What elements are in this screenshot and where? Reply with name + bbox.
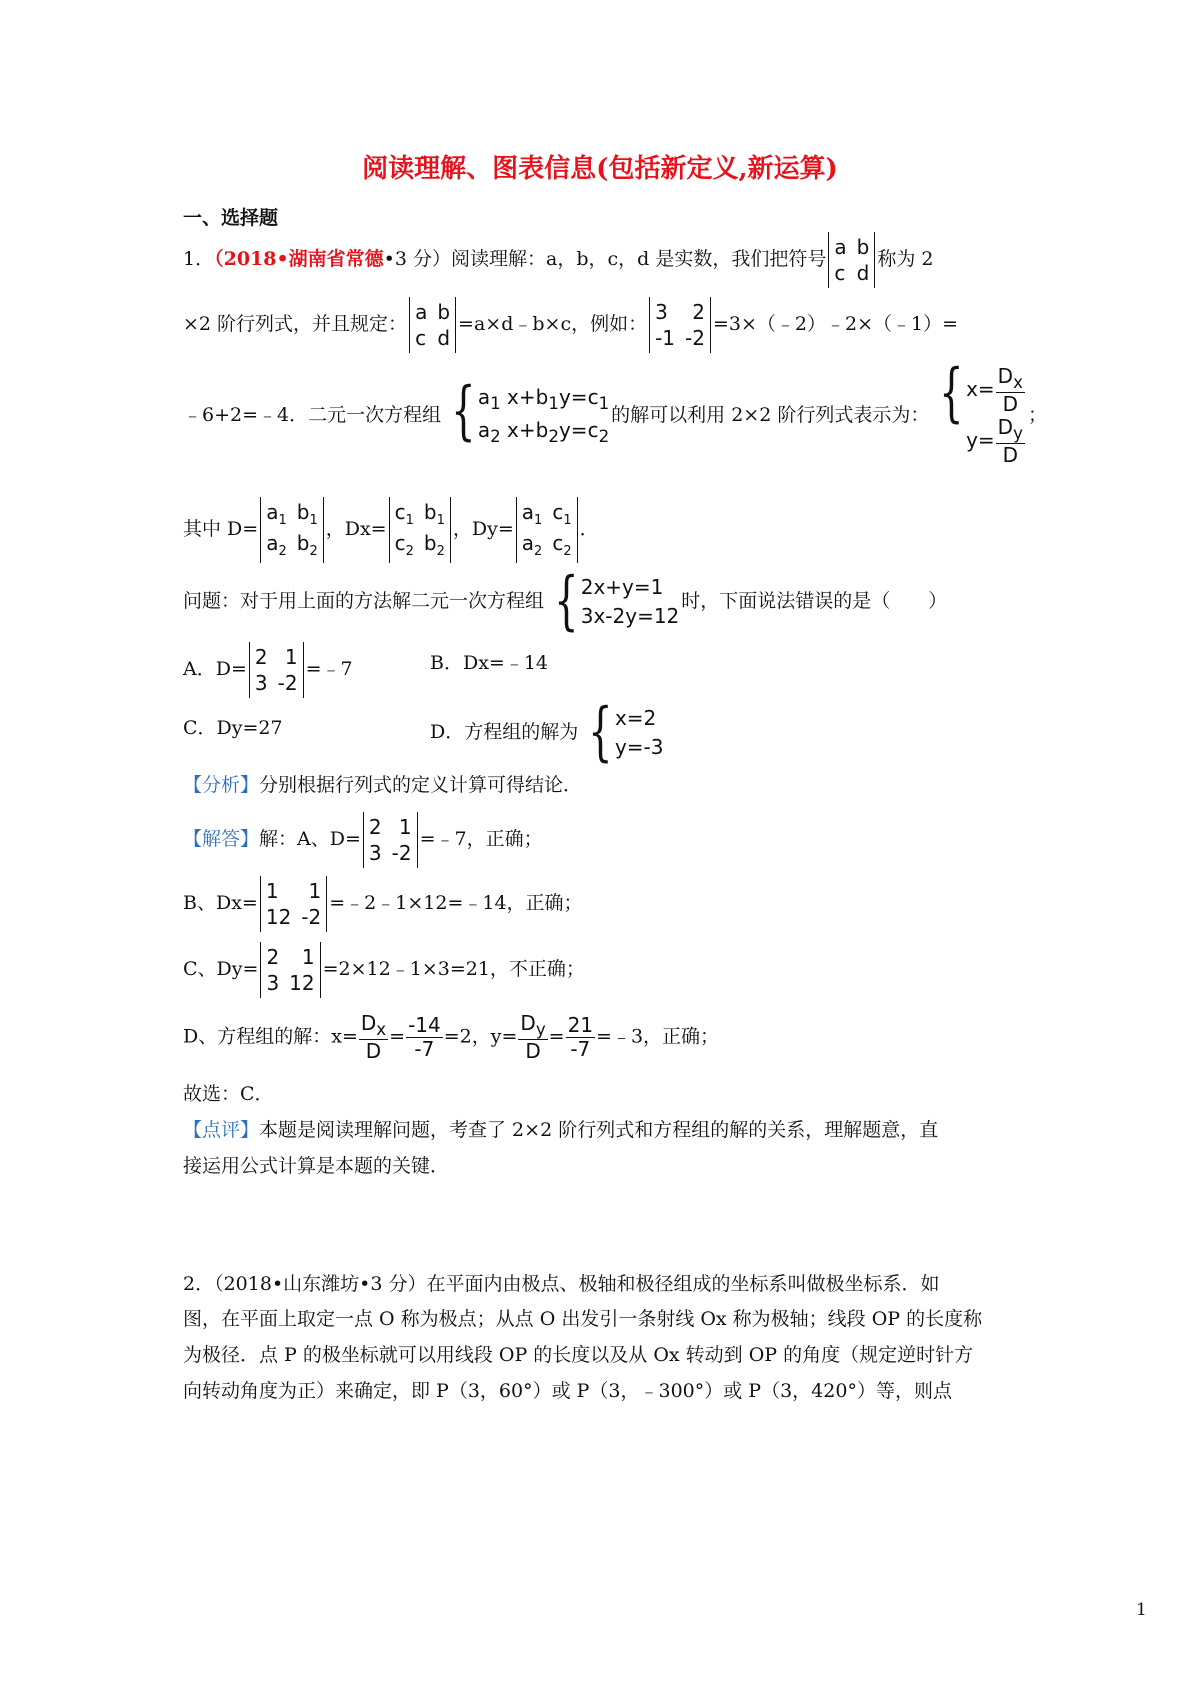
q1-line-3: ﹣6+2=﹣4．二元一次方程组 { $a_1$ $x+b_1y=c_1$ $a_2$ $x+b_2y=c_2$ 的解可以利用 2×2 阶行列式表示为： { x= $\frac{D_x}{D}$ y= $\frac{D_y}{D}$ ； bbox=[183, 356, 1047, 468]
answer-line-3: C、Dy= 2 1 3 12 =2×12﹣1×3=21，不正确； bbox=[183, 942, 585, 998]
final-choice: 故选：C． bbox=[183, 1083, 274, 1105]
option-a: A．D= 2 1 3 -2 =﹣7 bbox=[183, 642, 353, 698]
cramer-solution: { x= $\frac{D_x}{D}$ y= $\frac{D_y}{D}$ bbox=[939, 356, 1023, 468]
q1-line-4: 其中 D= $a_1$ $b_1$ $a_2$ $b_2$ ，Dx= $c_1$ $b_1$ $c_2$ $b_2$ ，Dy= $a_1$ $c_1$ $a_2$ $c_2$ ． bbox=[183, 497, 599, 563]
page-number: 1 bbox=[1136, 1600, 1147, 1620]
q1-question: 问题：对于用上面的方法解二元一次方程组 { 2x+y=1 3x-2y=12 时，下面说法错误的是（ ） bbox=[183, 564, 948, 638]
determinant-d: $a_1$ $b_1$ $a_2$ $b_2$ bbox=[260, 497, 324, 563]
comment-line-2: 接运用公式计算是本题的关键． bbox=[183, 1155, 450, 1177]
q2-line-2: 图，在平面上取定一点 O 称为极点；从点 O 出发引一条射线 Ox 称为极轴；线段 OP 的长度称 bbox=[183, 1308, 983, 1330]
q1-line-2: ×2 阶行列式，并且规定： a b c d =a×d﹣b×c，例如： 3 2 -1 -2 =3×（﹣2）﹣2×（﹣1）= bbox=[183, 297, 958, 353]
answer-line-1: 【解答】解：A、D= 2 1 3 -2 =﹣7，正确； bbox=[183, 812, 543, 868]
determinant-symbol: a b c d bbox=[828, 232, 875, 288]
determinant-definition: a b c d bbox=[409, 297, 456, 353]
equation-system-specific: { 2x+y=1 3x-2y=12 bbox=[554, 564, 680, 638]
option-b: B．Dx=﹣14 bbox=[430, 652, 549, 674]
determinant-dy: $a_1$ $c_1$ $a_2$ $c_2$ bbox=[516, 497, 578, 563]
source-tag: （2018•湖南省常德 bbox=[214, 248, 384, 270]
page-title: 阅读理解、图表信息(包括新定义,新运算) bbox=[362, 154, 838, 184]
q2-line-3: 为极径．点 P 的极坐标就可以用线段 OP 的长度以及从 Ox 转动到 OP 的角度（规定逆时针方 bbox=[183, 1344, 974, 1366]
comment-line-1: 【点评】本题是阅读理解问题，考查了 2×2 阶行列式和方程组的解的关系，理解题意，直 bbox=[183, 1119, 939, 1141]
answer-line-4: D、方程组的解：x= $\frac{D_x}{D}$ = $\frac{-14}{-7}$ =2，y= $\frac{D_y}{D}$ = $\frac{21}{-7}$ =﹣3，正确； bbox=[183, 1011, 720, 1064]
determinant-dx: $c_1$ $b_1$ $c_2$ $b_2$ bbox=[389, 497, 451, 563]
option-d: D．方程组的解为 { x=2 y=-3 bbox=[430, 695, 664, 769]
comment-tag: 【点评】 bbox=[183, 1119, 260, 1141]
analysis: 【分析】分别根据行列式的定义计算可得结论． bbox=[183, 774, 583, 796]
equation-system-general: { $a_1$ $x+b_1y=c_1$ $a_2$ $x+b_2y=c_2$ bbox=[451, 374, 610, 448]
option-c: C．Dy=27 bbox=[183, 717, 283, 739]
question-number: 1． bbox=[183, 248, 215, 270]
answer-tag: 【解答】 bbox=[183, 828, 260, 850]
q1-line-1: 1．（2018•湖南省常德•3 分）阅读理解：a，b，c，d 是实数，我们把符号 a b c d 称为 2 bbox=[183, 232, 933, 288]
analysis-tag: 【分析】 bbox=[183, 774, 260, 796]
determinant-example: 3 2 -1 -2 bbox=[649, 297, 711, 353]
q2-line-1: 2．（2018•山东潍坊•3 分）在平面内由极点、极轴和极径组成的坐标系叫做极坐标系．如 bbox=[183, 1273, 940, 1295]
q2-line-4: 向转动角度为正）来确定，即 P（3，60°）或 P（3，﹣300°）或 P（3，420°）等，则点 bbox=[183, 1380, 952, 1402]
answer-line-2: B、Dx= 1 1 12 -2 =﹣2﹣1×12=﹣14，正确； bbox=[183, 876, 583, 932]
section-heading: 一、选择题 bbox=[183, 207, 279, 229]
